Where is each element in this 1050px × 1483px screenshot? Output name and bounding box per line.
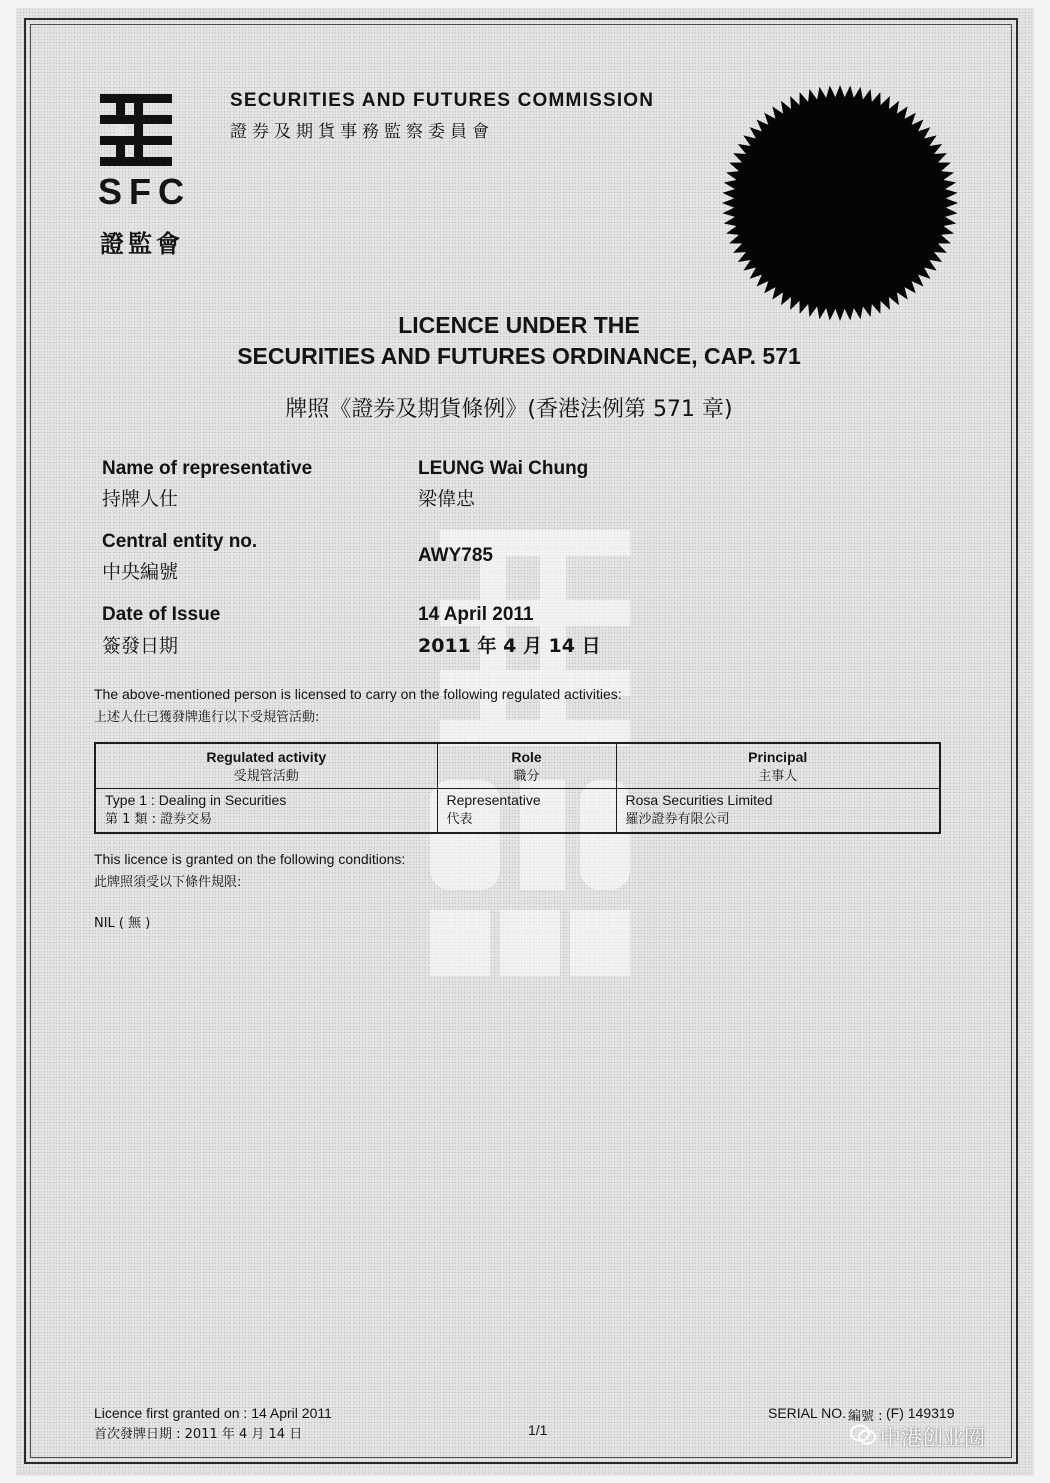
header-regulated-activity-en: Regulated activity (206, 748, 327, 765)
representative-name-cn: 梁偉忠 (418, 488, 476, 510)
header-regulated-activity (95, 743, 437, 789)
logo-sfc-text: SFC (98, 171, 191, 212)
wechat-icon (850, 1424, 876, 1446)
activities-intro-cn: 上述人仕已獲發牌進行以下受規管活動: (94, 710, 320, 725)
header-principal (616, 743, 940, 789)
serial-label: SERIAL NO. (768, 1405, 847, 1421)
date-of-issue-value-en: 14 April 2011 (418, 604, 534, 625)
representative-label-cn: 持牌人仕 (102, 488, 179, 510)
conditions-value: NIL ( 無 ) (94, 916, 151, 931)
brand-watermark-text: 中港创业圈 (880, 1426, 985, 1450)
header-role-cn: 職分 (513, 768, 540, 784)
licence-title-line-1: LICENCE UNDER THE (398, 312, 640, 338)
representative-label-en: Name of representative (102, 458, 313, 479)
representative-name-en: LEUNG Wai Chung (418, 458, 589, 479)
organisation-name-cn: 證券及期貨事務監察委員會 (230, 122, 494, 142)
activity-cn: 第 1 類 : 證券交易 (105, 812, 213, 827)
conditions-intro-en: This licence is granted on the following conditions: (94, 851, 406, 867)
licence-title-chinese: 牌照《證券及期貨條例》(香港法例第 571 章) (285, 397, 733, 422)
serial-label-cn: 編號 : (848, 1409, 883, 1424)
central-entity-label-en: Central entity no. (102, 531, 258, 552)
sfc-logo-mark (100, 94, 172, 166)
serial-number: (F) 149319 (886, 1405, 955, 1421)
header-principal-en: Principal (748, 748, 808, 765)
conditions-intro-cn: 此牌照須受以下條件規限: (94, 875, 242, 890)
page-number: 1/1 (528, 1422, 548, 1438)
header-principal-cn: 主事人 (758, 768, 798, 784)
activities-intro-en: The above-mentioned person is licensed to carry on the following regulated activities: (94, 686, 622, 702)
central-entity-label-cn: 中央編號 (102, 561, 179, 583)
first-granted-cn: 首次發牌日期 : 2011 年 4 月 14 日 (94, 1427, 303, 1442)
date-of-issue-value-cn: 2011 年 4 月 14 日 (418, 635, 601, 657)
header-role (437, 743, 616, 789)
date-of-issue-label-en: Date of Issue (102, 604, 221, 625)
header-regulated-activity-cn: 受規管活動 (233, 768, 299, 784)
table-header-row (95, 743, 940, 789)
central-entity-number: AWY785 (418, 545, 493, 566)
redacted-seal (712, 75, 968, 331)
activity-cell (95, 789, 437, 834)
activity-en: Type 1 : Dealing in Securities (105, 792, 287, 808)
principal-cell (616, 789, 940, 834)
licence-title-line-2: SECURITIES AND FUTURES ORDINANCE, CAP. 571 (237, 343, 801, 369)
role-cn: 代表 (446, 812, 473, 827)
principal-en: Rosa Securities Limited (625, 792, 773, 808)
logo-chinese-text: 證監會 (100, 230, 184, 258)
regulated-activities-table (94, 742, 941, 834)
role-cell (437, 789, 616, 834)
principal-cn: 羅沙證券有限公司 (625, 812, 730, 827)
first-granted-en: Licence first granted on : 14 April 2011 (94, 1405, 332, 1421)
organisation-name-en: SECURITIES AND FUTURES COMMISSION (230, 90, 655, 111)
role-en: Representative (446, 792, 541, 808)
date-of-issue-label-cn: 簽發日期 (102, 635, 179, 657)
header-role-en: Role (511, 748, 542, 765)
table-row (95, 789, 940, 834)
